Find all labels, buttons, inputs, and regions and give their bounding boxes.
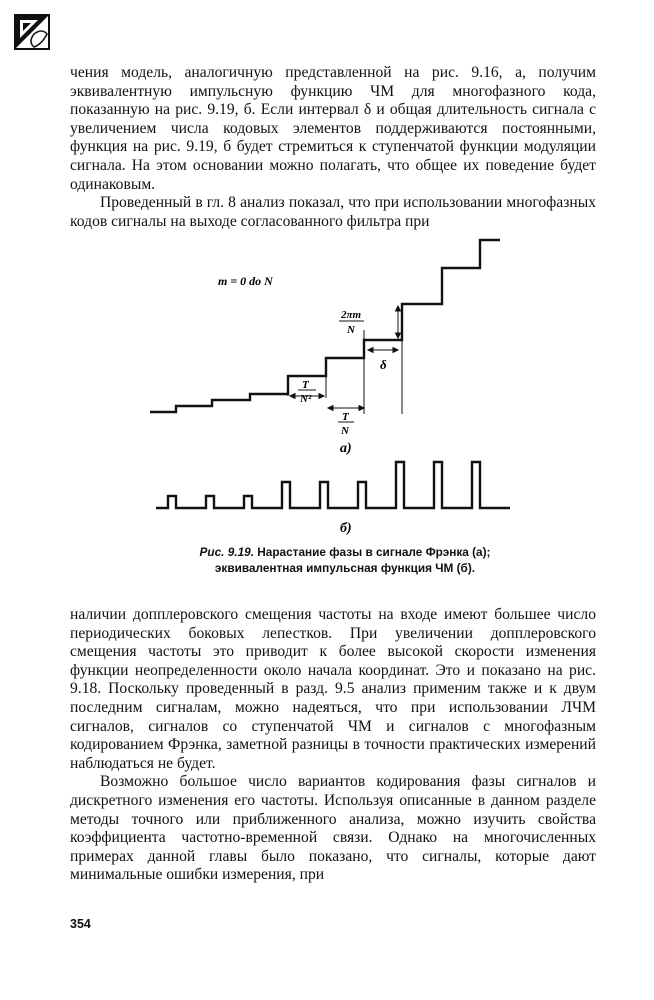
label-m-range: m = 0 do N	[218, 274, 273, 288]
figure-label-b: б)	[340, 521, 352, 536]
impulse-function	[156, 462, 510, 508]
label-n-3: N	[341, 425, 349, 437]
figure-label-a: а)	[340, 441, 352, 456]
bottom-paragraph-2: Возможно большое число вариантов кодирования фазы сигналов и дискретного изменения его частоты. Используя описанные в данном разделе методы точного или приближенного анализа, можно изучить свойства коэффициента частотно-временной связи. Однако на многочисленных примерах данной главы было показано, что сигналы, которые дают минимальные ошибки измерения, при	[70, 773, 596, 884]
corner-ornament-icon	[14, 14, 50, 50]
page-number: 354	[70, 917, 91, 931]
figure-9-19	[140, 230, 520, 540]
label-t-1: T	[302, 379, 309, 391]
label-n-squared: N²	[300, 393, 312, 405]
label-2pim: 2πm	[341, 309, 362, 321]
label-n-1: N	[347, 324, 355, 336]
caption-line-1: Нарастание фазы в сигнале Фрэнка (а);	[257, 545, 491, 559]
caption-line-2: эквивалентная импульсная функция ЧМ (б).	[214, 561, 476, 575]
top-paragraph-2: Проведенный в гл. 8 анализ показал, что при использовании многофазных кодов сигналы на выходе согласованного фильтра при	[70, 194, 596, 230]
label-t-2: T	[342, 411, 349, 423]
caption-label: Рис. 9.19.	[199, 545, 254, 559]
label-delta: δ	[380, 357, 387, 372]
bottom-text-block	[70, 606, 596, 885]
top-text-block	[70, 64, 596, 231]
bottom-paragraph-1: наличии допплеровского смещения частоты на входе имеют большее число периодических боковых лепестков. При увеличении допплеровского смещения частоты это приводит к более высокой скорости изменения функции неопределенности около начала координат. Это и показано на рис. 9.18. Поскольку проведенный в разд. 9.5 анализ применим также и к двум последним сигналам, можно надеяться, что при использовании ЛЧМ сигналов, сигналов со ступенчатой ЧМ и сигналов с многофазным кодированием Фрэнка, заметной разницы в точности практических измерений наблюдаться не будет.	[70, 606, 596, 772]
top-paragraph-1: чения модель, аналогичную представленной на рис. 9.16, а, получим эквивалентную импульсную функцию ЧМ для многофазного кода, показанную на рис. 9.19, б. Если интервал δ и общая длительность сигнала с увеличением числа кодовых элементов поддерживаются постоянными, функция на рис. 9.19, б будет стремиться к ступенчатой функции модуляции сигнала. На этом основании можно полагать, что общее их поведение будет одинаковым.	[70, 64, 596, 193]
figure-caption	[150, 544, 540, 576]
phase-staircase	[150, 240, 500, 412]
